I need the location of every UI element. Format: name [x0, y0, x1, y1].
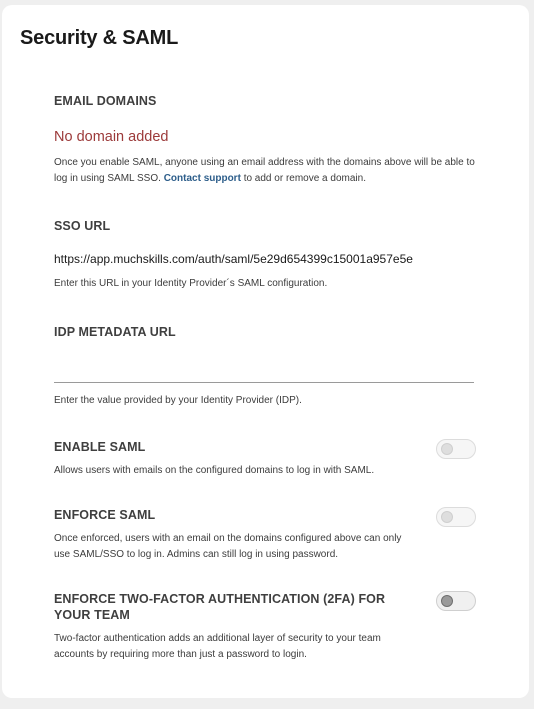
- contact-support-link[interactable]: Contact support: [163, 173, 241, 184]
- security-saml-card: [2, 5, 529, 698]
- enable-saml-toggle[interactable]: [436, 439, 476, 459]
- enable-saml-text: [54, 439, 414, 479]
- no-domain-text: No domain added: [54, 129, 169, 145]
- toggle-knob: [441, 443, 453, 455]
- idp-metadata-section: [54, 324, 476, 409]
- email-domains-section: [54, 93, 476, 187]
- enforce-2fa-label: ENFORCE TWO-FACTOR AUTHENTICATION (2FA) FOR YOUR TEAM: [54, 592, 386, 622]
- idp-metadata-help: Enter the value provided by your Identity Provider (IDP).: [54, 395, 302, 406]
- enforce-saml-label: ENFORCE SAML: [54, 508, 156, 522]
- enforce-2fa-text: [54, 591, 404, 663]
- enforce-saml-toggle[interactable]: [436, 507, 476, 527]
- sso-url-section: [54, 218, 476, 292]
- idp-metadata-url-input[interactable]: [54, 358, 474, 383]
- sso-url-help: Enter this URL in your Identity Provider´s SAML configuration.: [54, 278, 328, 289]
- enforce-saml-row: [54, 507, 476, 563]
- sso-url-value: https://app.muchskills.com/auth/saml/5e29d654399c15001a957e5e: [54, 252, 413, 266]
- sso-url-label: SSO URL: [54, 219, 111, 233]
- email-domains-help-prefix: Once you enable SAML, anyone using an email address with the domains above will be able to log in using SAML SSO.: [54, 157, 475, 184]
- page-title: Security & SAML: [20, 27, 179, 49]
- toggle-knob: [441, 511, 453, 523]
- email-domains-help: [54, 155, 476, 187]
- enforce-2fa-toggle[interactable]: [436, 591, 476, 611]
- enable-saml-label: ENABLE SAML: [54, 440, 146, 454]
- email-domains-help-suffix: to add or remove a domain.: [243, 173, 366, 184]
- email-domains-label: EMAIL DOMAINS: [54, 94, 157, 108]
- enforce-saml-help: Once enforced, users with an email on the domains configured above can only use SAML/SSO to log in. Admins can still log in using password.: [54, 533, 402, 560]
- enable-saml-help: Allows users with emails on the configured domains to log in with SAML.: [54, 465, 375, 476]
- enable-saml-row: [54, 439, 476, 479]
- enforce-2fa-row: [54, 591, 476, 663]
- enforce-saml-text: [54, 507, 414, 563]
- idp-metadata-label: IDP METADATA URL: [54, 325, 176, 339]
- toggle-knob: [441, 595, 453, 607]
- enforce-2fa-help: Two-factor authentication adds an additional layer of security to your team accounts by requiring more than just a password to login.: [54, 633, 381, 660]
